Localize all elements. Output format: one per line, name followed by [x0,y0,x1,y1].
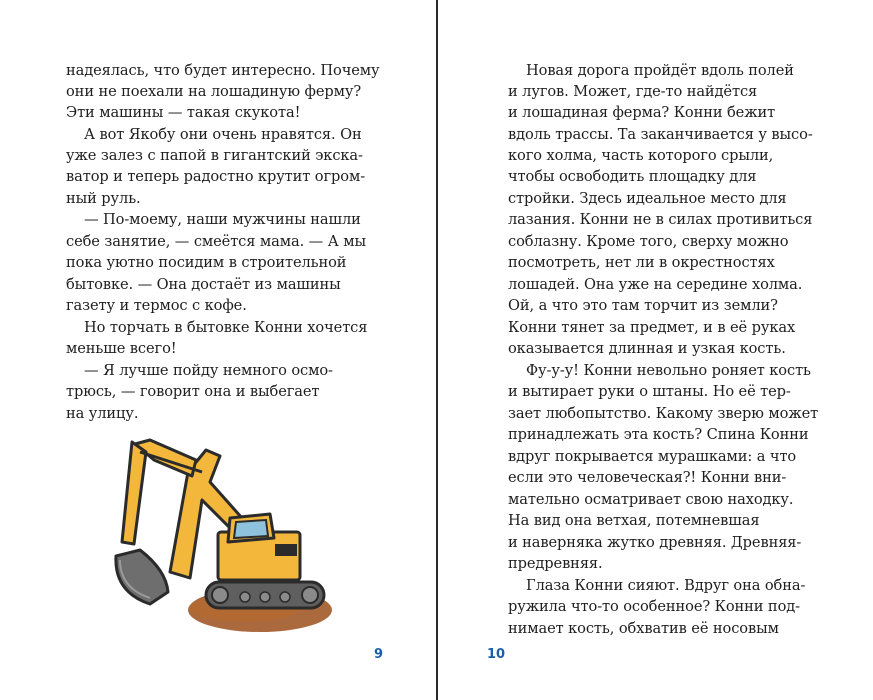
page-number: 10 [487,647,506,662]
right-page [438,0,873,700]
text-line: Конни тянет за предмет, и в её руках [508,319,796,336]
text-line: На вид она ветхая, потемневшая [508,512,760,529]
text-line: ватор и теперь радостно крутит огром- [66,168,366,185]
text-line: надеялась, что будет интересно. Почему [66,62,380,79]
text-line: ный руль. [66,190,141,207]
text-line: принадлежать эта кость? Спина Конни [508,426,809,443]
text-line: вдруг покрывается мурашками: а что [508,448,797,465]
text-line: ружила что-то особенное? Конни под- [508,598,800,615]
text-line: и вытирает руки о штаны. Но её тер- [508,383,791,400]
text-line: — По-моему, наши мужчины нашли [84,211,361,228]
excavator-illustration [110,432,335,642]
text-line: Новая дорога пройдёт вдоль полей [526,62,794,79]
text-line: — Я лучше пойду немного осмо- [84,362,333,379]
text-line: и лугов. Может, где-то найдётся [508,83,758,100]
text-line: мательно осматривает свою находку. [508,491,794,508]
text-line: предревняя. [508,555,603,572]
text-line: и наверняка жутко древняя. Древняя- [508,534,802,551]
text-line: бытовке. — Она достаёт из машины [66,276,341,293]
text-line: Эти машины — такая скукота! [66,104,301,121]
text-line: кого холма, часть которого срыли, [508,147,774,164]
text-line: на улицу. [66,405,139,422]
text-line: себе занятие, — смеётся мама. — А мы [66,233,366,250]
text-line: Глаза Конни сияют. Вдруг она обна- [526,577,806,594]
text-line: лазания. Конни не в силах противиться [508,211,813,228]
text-line: лошадей. Она уже на середине холма. [508,276,803,293]
text-line: соблазну. Кроме того, сверху можно [508,233,789,250]
text-line: нимает кость, обхватив её носовым [508,620,779,637]
text-line: посмотреть, нет ли в окрестностях [508,254,775,271]
text-line: газету и термос с кофе. [66,297,247,314]
text-line: трюсь, — говорит она и выбегает [66,383,320,400]
text-line: уже залез с папой в гигантский экска- [66,147,363,164]
text-line: чтобы освободить площадку для [508,168,757,185]
text-line: пока уютно посидим в строительной [66,254,347,271]
text-line: стройки. Здесь идеальное место для [508,190,787,207]
left-page [0,0,436,700]
text-line: вдоль трассы. Та заканчивается у высо- [508,126,813,143]
text-line: оказывается длинная и узкая кость. [508,340,786,357]
text-line: Но торчать в бытовке Конни хочется [84,319,368,336]
page-number: 9 [374,647,384,662]
text-line: зает любопытство. Какому зверю может [508,405,819,422]
text-line: меньше всего! [66,340,177,357]
text-line: Фу-у-у! Конни невольно роняет кость [526,362,811,379]
text-line: они не поехали на лошадиную ферму? [66,83,362,100]
text-line: А вот Якобу они очень нравятся. Он [84,126,362,143]
text-line: и лошадиная ферма? Конни бежит [508,104,776,121]
text-line: если это человеческая?! Конни вни- [508,469,787,486]
text-line: Ой, а что это там торчит из земли? [508,297,778,314]
